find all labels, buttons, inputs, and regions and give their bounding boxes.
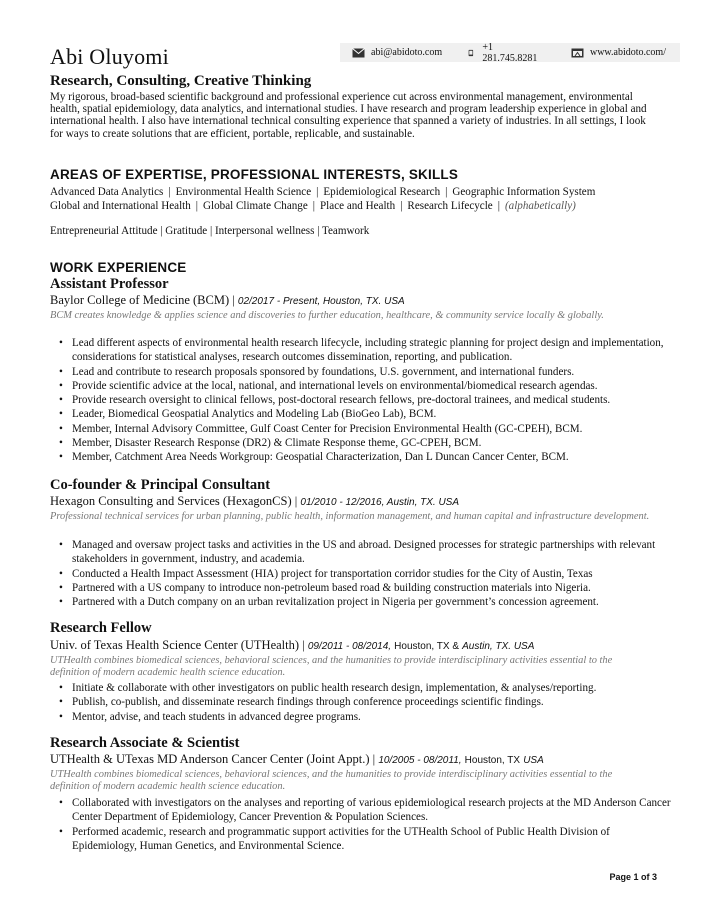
area-item: Place and Health	[320, 200, 396, 212]
job-bullets	[50, 336, 672, 465]
job-location-2: USA	[523, 755, 544, 766]
job-dates-location: 02/2017 - Present, Houston, TX. USA	[237, 296, 405, 307]
job-bullets	[50, 796, 672, 853]
list-item: • Collaborated with investigators on the analyses and reporting of various epidemiological research projects at the MD Anderson Cancer Center Department of Epidemiology, Cancer Prevention & Population Sciences.	[72, 796, 672, 825]
job-title: Assistant Professor	[50, 276, 169, 292]
contact-bar	[340, 43, 680, 62]
tagline: Research, Consulting, Creative Thinking	[50, 73, 312, 89]
job-description: UTHealth combines biomedical sciences, behavioral sciences, and the humanities to provide interdisciplinary activities essential to the definition of modern academic health science education.	[50, 655, 613, 679]
area-item: Environmental Health Science	[175, 186, 312, 198]
job-location: Houston, TX &	[394, 641, 460, 652]
job-title: Research Fellow	[50, 620, 152, 636]
job-org: Baylor College of Medicine (BCM)	[50, 293, 230, 307]
job-dates: 09/2011 - 08/2014,	[307, 641, 392, 652]
job-title: Co-founder & Principal Consultant	[50, 477, 271, 493]
area-item: Global and International Health	[50, 200, 191, 212]
areas-row-1: Advanced Data Analytics | Environmental Health Science | Epidemiological Research | Geographic Information System	[50, 186, 596, 198]
list-item: • Partnered with a US company to introduce non-petroleum based road & building construction materials into Nigeria.	[72, 581, 672, 595]
job-dates-location: 01/2010 - 12/2016, Austin, TX. USA	[300, 497, 460, 508]
list-item: • Performed academic, research and programmatic support activities for the UTHealth School of Public Health Division of Epidemiology, Human Genetics, and Environmental Science.	[72, 825, 672, 854]
area-item: Advanced Data Analytics	[50, 186, 164, 198]
area-item: Epidemiological Research	[323, 186, 441, 198]
list-item: • Lead different aspects of environmental health research lifecycle, including strategic planning for project design and implementation, considerations for statistical analyses, research outcomes dissemination, reporting, and publication.	[72, 336, 672, 365]
list-item: • Member, Catchment Area Needs Workgroup: Geospatial Characterization, Dan L Duncan Cancer Center, BCM.	[72, 450, 672, 464]
list-item: • Provide scientific advice at the local, national, and international levels on environmental/biomedical research agendas.	[72, 379, 672, 393]
list-item: • Conducted a Health Impact Assessment (HIA) project for transportation corridor studies for the City of Austin, Texas	[72, 567, 672, 581]
job-location: Houston, TX	[464, 755, 521, 766]
job-org: UTHealth & UTexas MD Anderson Cancer Center (Joint Appt.)	[50, 752, 370, 766]
areas-heading: AREAS OF EXPERTISE, PROFESSIONAL INTERESTS, SKILLS	[50, 167, 459, 182]
website-text[interactable]: www.abidoto.com/	[589, 47, 666, 58]
area-item: Research Lifecycle	[407, 200, 493, 212]
job-title: Research Associate & Scientist	[50, 735, 240, 751]
job-org-line: Hexagon Consulting and Services (HexagonCS) | 01/2010 - 12/2016, Austin, TX. USA	[50, 494, 460, 508]
job-description: BCM creates knowledge & applies science and discoveries to further education, healthcare, & community service locally & globally.	[50, 310, 604, 321]
list-item: • Member, Disaster Research Response (DR2) & Climate Response theme, GC-CPEH, BCM.	[72, 436, 672, 450]
summary-paragraph: My rigorous, broad-based scientific background and professional experience cut across environmental management, environmental health, spatial epidemiology, data analytics, and international studies. I have research and program leadership experience in global and international health. I also have international technical consulting experience that spanned a variety of industries. In all settings, I look for ways to create solutions that are efficient, portable, replicable, and sustainable.	[50, 91, 647, 140]
alphabetical-note: (alphabetically)	[504, 200, 576, 212]
envelope-icon	[352, 48, 365, 58]
page-number: Page 1 of 3	[609, 872, 657, 882]
job-org-line: UTHealth & UTexas MD Anderson Cancer Center (Joint Appt.) | 10/2005 - 08/2011, Houston, TX USA	[50, 752, 544, 766]
job-bullets	[50, 538, 672, 609]
area-item: Global Climate Change	[203, 200, 308, 212]
list-item: • Managed and oversaw project tasks and activities in the US and abroad. Designed processes for strategic partnerships with relevant stakeholders in government, industry, and academia.	[72, 538, 672, 567]
list-item: • Mentor, advise, and teach students in advanced degree programs.	[72, 710, 672, 724]
job-org-line: Univ. of Texas Health Science Center (UTHealth) | 09/2011 - 08/2014, Houston, TX & Austin, TX. USA	[50, 638, 535, 652]
phone-icon	[468, 48, 476, 58]
phone-text: +1 281.745.8281	[482, 41, 538, 64]
email-text[interactable]: abi@abidoto.com	[371, 47, 443, 58]
job-org: Univ. of Texas Health Science Center (UTHealth)	[50, 638, 300, 652]
work-heading: WORK EXPERIENCE	[50, 260, 187, 275]
list-item: • Leader, Biomedical Geospatial Analytics and Modeling Lab (BioGeo Lab), BCM.	[72, 407, 672, 421]
job-description: UTHealth combines biomedical sciences, behavioral sciences, and the humanities to provide interdisciplinary activities essential to the definition of modern academic health science education.	[50, 769, 613, 793]
list-item: • Member, Internal Advisory Committee, Gulf Coast Center for Precision Environmental Health (GC-CPEH), BCM.	[72, 422, 672, 436]
job-org: Hexagon Consulting and Services (HexagonCS)	[50, 494, 292, 508]
soft-skills: Entrepreneurial Attitude | Gratitude | Interpersonal wellness | Teamwork	[50, 225, 370, 237]
job-dates: 10/2005 - 08/2011,	[378, 755, 462, 766]
list-item: • Publish, co-publish, and disseminate research findings through conference proceedings scientific findings.	[72, 695, 672, 709]
list-item: • Partnered with a Dutch company on an urban revitalization project in Nigeria per government’s concession agreement.	[72, 595, 672, 609]
globe-icon	[571, 48, 584, 58]
job-location-2: Austin, TX. USA	[462, 641, 535, 652]
job-org-line: Baylor College of Medicine (BCM) | 02/2017 - Present, Houston, TX. USA	[50, 293, 405, 307]
job-bullets	[50, 681, 672, 724]
job-description: Professional technical services for urban planning, public health, information management, and human capital and infrastructure development.	[50, 511, 650, 522]
list-item: • Lead and contribute to research proposals sponsored by foundations, U.S. government, and international funders.	[72, 365, 672, 379]
list-item: • Provide research oversight to clinical fellows, post-doctoral research fellows, pre-doctoral trainees, and medical students.	[72, 393, 672, 407]
list-item: • Initiate & collaborate with other investigators on public health research design, implementation, & analyses/reporting.	[72, 681, 672, 695]
candidate-name: Abi Oluyomi	[50, 44, 169, 69]
areas-row-2: Global and International Health | Global Climate Change | Place and Health | Research Lifecycle | (alphabetically)	[50, 200, 576, 212]
area-item: Geographic Information System	[452, 186, 596, 198]
